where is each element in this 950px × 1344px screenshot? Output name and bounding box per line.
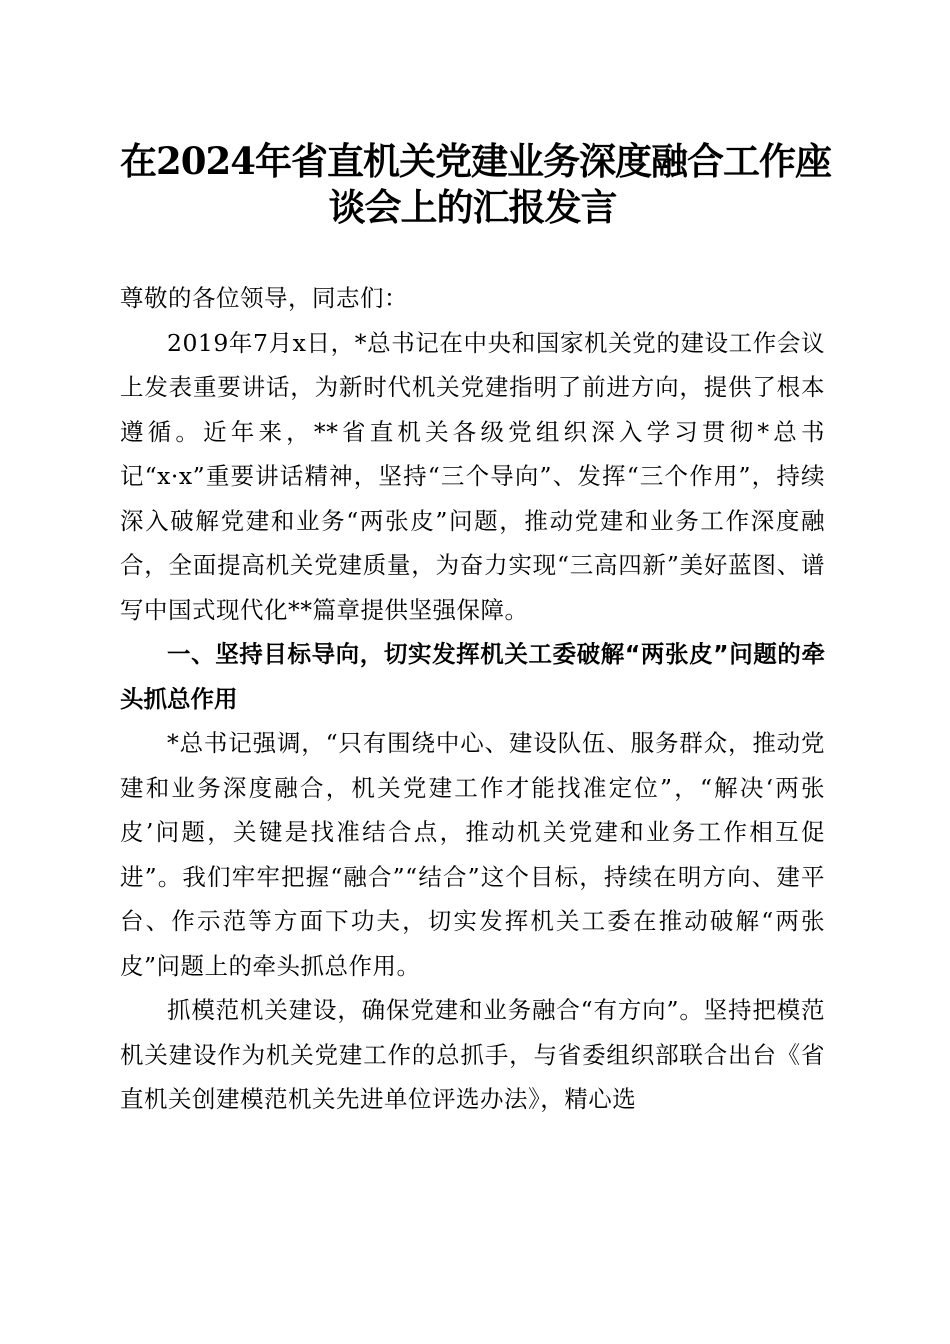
document-body bbox=[120, 276, 825, 1122]
section-1-paragraph-1: *总书记强调，“只有围绕中心、建设队伍、服务群众，推动党建和业务深度融合，机关党建工作才能找准定位”，“解决‘两张皮’问题，关键是找准结合点，推动机关党建和业务工作相互促进”。我们牢牢把握“融合”“结合”这个目标，持续在明方向、建平台、作示范等方面下功夫，切实发挥机关工委在推动破解“两张皮”问题上的牵头抓总作用。 bbox=[120, 729, 825, 980]
document-title bbox=[120, 138, 831, 230]
document-page bbox=[120, 138, 831, 1122]
salutation: 尊敬的各位领导，同志们： bbox=[120, 284, 408, 312]
title-line-2: 谈会上的汇报发言 bbox=[328, 185, 617, 229]
title-line-1: 在2024年省直机关党建业务深度融合工作座 bbox=[120, 139, 831, 183]
section-heading-1: 一、坚持目标导向，切实发挥机关工委破解“两张皮”问题的牵头抓总作用 bbox=[120, 640, 825, 713]
section-1-paragraph-2: 抓模范机关建设，确保党建和业务融合“有方向”。坚持把模范机关建设作为机关党建工作的总抓手，与省委组织部联合出台《省直机关创建模范机关先进单位评选办法》，精心选 bbox=[120, 996, 825, 1113]
intro-paragraph: 2019年7月x日，*总书记在中央和国家机关党的建设工作会议上发表重要讲话，为新时代机关党建指明了前进方向，提供了根本遵循。近年来，**省直机关各级党组织深入学习贯彻*总书记“x·x”重要讲话精神，坚持“三个导向”、发挥“三个作用”，持续深入破解党建和业务“两张皮”问题，推动党建和业务工作深度融合，全面提高机关党建质量，为奋力实现“三高四新”美好蓝图、谱写中国式现代化**篇章提供坚强保障。 bbox=[120, 328, 825, 624]
